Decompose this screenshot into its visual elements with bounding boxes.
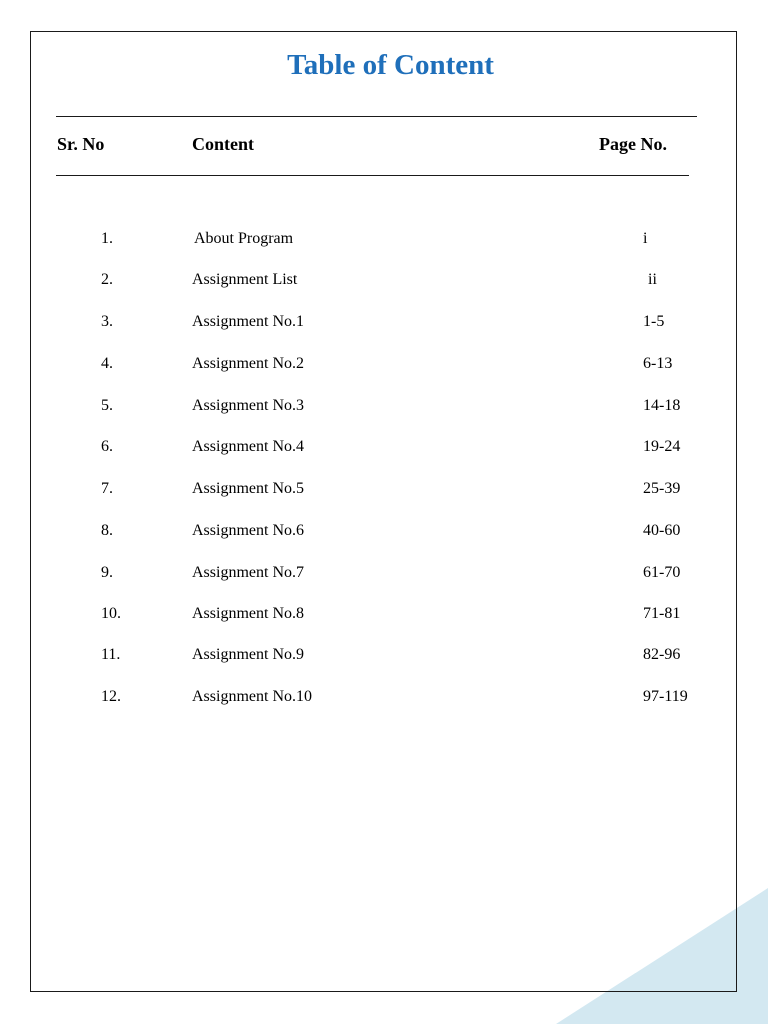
toc-row	[0, 227, 768, 251]
toc-row-page-no: ii	[648, 271, 657, 288]
column-header-content: Content	[192, 134, 254, 154]
toc-row-content: Assignment No.3	[192, 397, 304, 414]
toc-row-sr-no: 4.	[101, 355, 113, 372]
toc-row-content: Assignment No.6	[192, 522, 304, 539]
toc-row-sr-no: 5.	[101, 397, 113, 414]
toc-row-sr-no: 3.	[101, 313, 113, 330]
toc-row-page-no: 14-18	[643, 397, 681, 414]
toc-row-sr-no: 9.	[101, 564, 113, 581]
toc-row-content: Assignment No.1	[192, 313, 304, 330]
header-bottom-rule	[56, 175, 689, 176]
toc-row-sr-no: 6.	[101, 438, 113, 455]
toc-row-page-no: 19-24	[643, 438, 681, 455]
toc-row	[0, 643, 768, 667]
toc-row	[0, 477, 768, 501]
toc-row-content: Assignment No.5	[192, 480, 304, 497]
toc-row-page-no: 40-60	[643, 522, 681, 539]
toc-row-content: Assignment No.9	[192, 646, 304, 663]
toc-row-sr-no: 10.	[101, 605, 121, 622]
toc-row-page-no: 71-81	[643, 605, 681, 622]
toc-row-page-no: i	[643, 230, 648, 247]
toc-row-content: Assignment No.2	[192, 355, 304, 372]
column-header-sr-no: Sr. No	[57, 134, 105, 154]
toc-row-page-no: 1-5	[643, 313, 665, 330]
toc-row-page-no: 82-96	[643, 646, 681, 663]
toc-row	[0, 602, 768, 626]
toc-row-page-no: 25-39	[643, 480, 681, 497]
toc-row-content: Assignment No.4	[192, 438, 304, 455]
header-top-rule	[56, 116, 697, 117]
toc-row	[0, 394, 768, 418]
toc-row	[0, 685, 768, 709]
toc-row-content: Assignment List	[192, 271, 298, 288]
toc-row-content: Assignment No.7	[192, 564, 304, 581]
toc-row-sr-no: 1.	[101, 230, 113, 247]
toc-row	[0, 310, 768, 334]
toc-row-content: Assignment No.10	[192, 688, 312, 705]
toc-row-page-no: 61-70	[643, 564, 681, 581]
toc-row	[0, 352, 768, 376]
toc-row-sr-no: 11.	[101, 646, 121, 663]
column-header-page-no: Page No.	[599, 134, 667, 154]
toc-row-sr-no: 8.	[101, 522, 113, 539]
toc-row-sr-no: 2.	[101, 271, 113, 288]
toc-row-page-no: 97-119	[643, 688, 688, 705]
toc-row-sr-no: 12.	[101, 688, 121, 705]
toc-row-sr-no: 7.	[101, 480, 113, 497]
page-title: Table of Content	[287, 49, 494, 81]
toc-row	[0, 519, 768, 543]
toc-row-page-no: 6-13	[643, 355, 673, 372]
toc-row	[0, 268, 768, 292]
toc-row	[0, 435, 768, 459]
toc-row-content: About Program	[194, 230, 294, 247]
toc-row-content: Assignment No.8	[192, 605, 304, 622]
toc-row	[0, 561, 768, 585]
